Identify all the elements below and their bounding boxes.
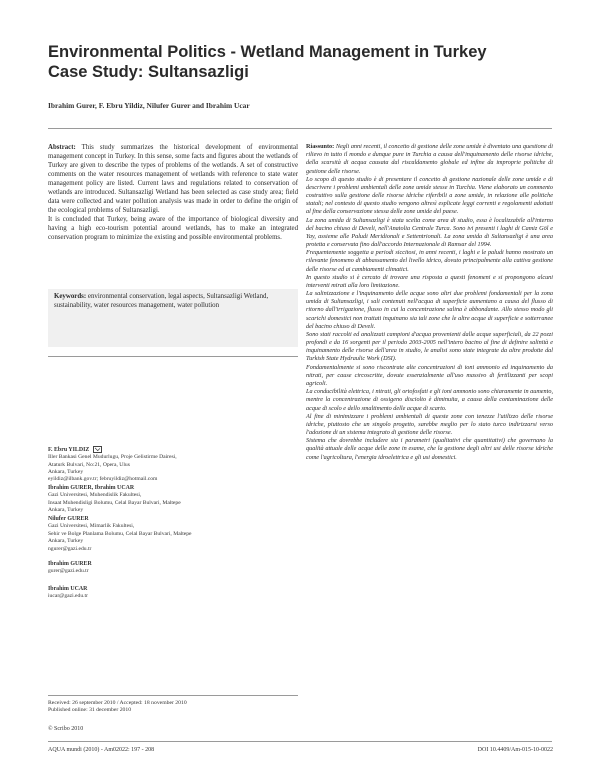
footer-divider: [48, 741, 552, 742]
affiliation-line: Gazi Universitesi, Mimarlik Fakultesi,: [48, 523, 135, 530]
riassunto-paragraph: Fondamentalmente si sono riscontrate alte concentrazioni di ioni ammonio ed inquinamento da nitrati, per cause circoscritte, dovute essenzialmente all'uso massivo di fertilizzanti per scopi agricoli.: [306, 363, 553, 387]
received-accepted: Received: 26 september 2010 / Accepted: 18 november 2010: [48, 700, 187, 706]
affiliation-line: Iller Bankasi Genel Mudurlugu, Proje Gelistirme Dairesi,: [48, 454, 177, 461]
abstract: [48, 143, 298, 243]
affiliation-line: Ankara, Turkey: [48, 469, 84, 475]
affiliation-line: Ankara, Turkey: [48, 538, 84, 545]
published-online: Published online: 31 december 2010: [48, 707, 132, 714]
affiliation-email: ngurer@gazi.edu.tr: [48, 545, 92, 552]
affiliation-email: iucar@gazi.edu.tr: [48, 593, 88, 600]
riassunto-paragraph: Lo scopo di questo studio è di presentare il concetto di gestione nazionale delle zone umide e di descrivere i problemi ambientali delle zone umide stesse in Turchia. Viene elaborato un commento costruttivo sulla gestione delle risorse idriche riferibili a zone umide, in relazione alle politiche statali; nel contesto di questo studio vengono altresì esplicate leggi correnti e regolamenti adottati al fine della conservazione stessa delle zone umide del paese.: [306, 175, 553, 216]
affiliation-name: F. Ebru YILDIZ: [48, 446, 90, 453]
affiliation-gurer-ucar: [48, 485, 298, 515]
keywords-divider: [48, 356, 298, 357]
affiliation-name: Ibrahim GURER: [48, 561, 92, 567]
author-list: Ibrahim Gurer, F. Ebru Yildiz, Nilufer Gurer and Ibrahim Ucar: [48, 101, 250, 110]
affiliation-name: Ibrahim GURER, Ibrahim UCAR: [48, 485, 135, 491]
affiliation-name: Nilufer GURER: [48, 516, 89, 522]
riassunto-paragraph: Frequentemente soggetta a periodi siccitosi, in anni recenti, i laghi e le paludi hanno mostrato un rilevante fenomeno di abbassamento del livello idrico, dovuto principalmente alla cattiva gestione delle risorse ed ai cambiamenti climatici.: [306, 249, 553, 273]
riassunto-paragraph: Al fine di minimizzare i problemi ambientali di queste zone con tenezze l'utilizzo delle risorse idriche, piuttosto che un singolo progetto, sarebbe meglio per lo stato turco indirizzarsi verso l'adozione di un sistema integrato di gestione delle risorse.: [306, 412, 553, 437]
riassunto-paragraph: La zona umida di Sultansazligi è stata scelta come area di studio, essa è localizzabile all'interno del bacino chiuso di Develi, nell'Anatolia Centrale Turca. Sono ivi presenti i laghi di Camiz Göl e Yay, assieme alle Paludi Meridionali e Settentrionali. La zona umida di Sultansazligi è una area protetta e conservata fino dall'accordo Internazionale di Ramsar del 1994.: [306, 216, 553, 249]
riassunto: [306, 143, 553, 462]
riassunto-paragraph: Riassunto: Negli anni recenti, il concetto di gestione delle zone umide è diventato una questione di rilievo in tutto il mondo e dunque pure in Turchia a causa dell'inquinamento delle risorse idriche, della scarsità di acqua causata dal riscaldamento globale ed infine da improprie politiche di gestione delle risorse.: [306, 143, 553, 175]
title-line-1: Environmental Politics - Wetland Management in Turkey: [48, 43, 487, 61]
copyright: © Scribo 2010: [48, 726, 84, 732]
affiliation-name: Ibrahim UCAR: [48, 586, 88, 592]
affiliation-line: Ankara, Turkey: [48, 507, 84, 514]
affiliation-i-ucar: [48, 586, 298, 601]
riassunto-paragraph: In questo studio si è cercato di trovare una risposta a questi fenomeni e si propongono alcuni interventi mirati alla loro limitazione.: [306, 273, 553, 289]
affiliation-line: Insaat Muhendisligi Bolumu, Celal Bayar Bulvari, Maltepe: [48, 499, 181, 506]
keywords-label: Keywords:: [54, 293, 87, 300]
article-title: [48, 42, 558, 82]
affiliation-email: eyildiz@ilbank.gov.tr; februyildiz@hotmail.com: [48, 476, 158, 483]
affiliation-line: Sehir ve Bolge Planlama Bolumu, Celal Bayar Bulvari, Maltepe: [48, 530, 192, 537]
keywords: [54, 292, 294, 310]
publication-dates: [48, 700, 298, 714]
riassunto-paragraph: La conducibilità elettrica, i nitrati, gli ortofosfati e gli ioni ammonio sono chiaramente in aumento, mentre la concentrazione di ossigeno disciolto è diminuita, a causa della contaminazione delle acque di scolo e dello smaltimento delle acque di scarto.: [306, 388, 553, 412]
affiliation-line: Gazi Universitesi, Muhendislik Fakultesi,: [48, 492, 142, 499]
riassunto-paragraph: La salinizzazione e l'inquinamento delle acque sono altri due problemi fondamentali per la zona umida di Sultansazligi, i sali contenuti nell'acqua di superficie aumentano a causa del flusso di ritorno dall'irrigazione, flusso in cui la concentrazione salina è abbondante. Allo stesso modo gli scarichi domestici non trattati inquinano sia tali zone che le altre acque di superficie e sotterranee del bacino chiuso di Develi.: [306, 290, 553, 330]
affiliation-yildiz: [48, 446, 298, 484]
affiliation-line: Ataturk Bulvari, No:21, Opera, Ulus: [48, 461, 130, 468]
riassunto-label: Riassunto:: [306, 143, 335, 150]
keywords-text: environmental conservation, legal aspects, Sultansazligi Wetland, sustainability, water resources management, water pollution: [54, 293, 269, 310]
dates-divider: [48, 695, 298, 696]
mail-icon: [93, 446, 102, 453]
affiliation-i-gurer: [48, 561, 298, 576]
title-line-2: Case Study: Sultansazligi: [48, 63, 249, 81]
abstract-label: Abstract:: [48, 144, 76, 151]
affiliation-n-gurer: [48, 516, 298, 553]
top-divider: [48, 128, 552, 129]
journal-citation: AQUA mundi (2010) - Am02022: 197 - 208: [48, 747, 155, 753]
doi: DOI 10.4409/Am-015-10-0022: [477, 747, 553, 753]
abstract-paragraph-1: Abstract: This study summarizes the historical development of environmental management concept in Turkey. In this sense, some facts and figures about the wetlands of Turkey are given to describe the types of problems of the wetlands. A set of constructive comments on the water resources management of wetlands with reference to state water management policy are listed. Current laws and regulations related to conservation of wetlands are introduced. Sultansazligi Wetland has been selected as case study area; field data were collected and water pollution analysis was made in order to define the origin of the ecological problems of Sultansazligi.: [48, 144, 298, 215]
affiliation-email: gurer@gazi.edu.tr: [48, 568, 89, 575]
riassunto-paragraph: Sono stati raccolti ed analizzati campioni d'acqua provenienti dalle acque superficiali, da 22 pozzi profondi e da 16 sorgenti per il periodo 2003-2005 nell'intero bacino al fine di definire salinità e inquinamento delle risorse dell'area in studio, le analisi sono state integrate da altre prodotte dal Turkish State Hydraulic Work (DSI).: [306, 330, 553, 363]
riassunto-paragraph: Sistema che dovrebbe includere sia i parametri (qualitativi che quantitativi) che governano la qualità attuale delle acque delle zone in esame, che la gestione degli altri usi delle risorse idriche come l'agricoltura, l'energia idroelettrica e gli usi domestici.: [306, 437, 553, 461]
abstract-paragraph-2: It is concluded that Turkey, being aware of the importance of biological diversity and having a high eco-tourism potential around wetlands, has to make an integrated conservation program to minimize the existing and possible environmental problems.: [48, 216, 298, 242]
